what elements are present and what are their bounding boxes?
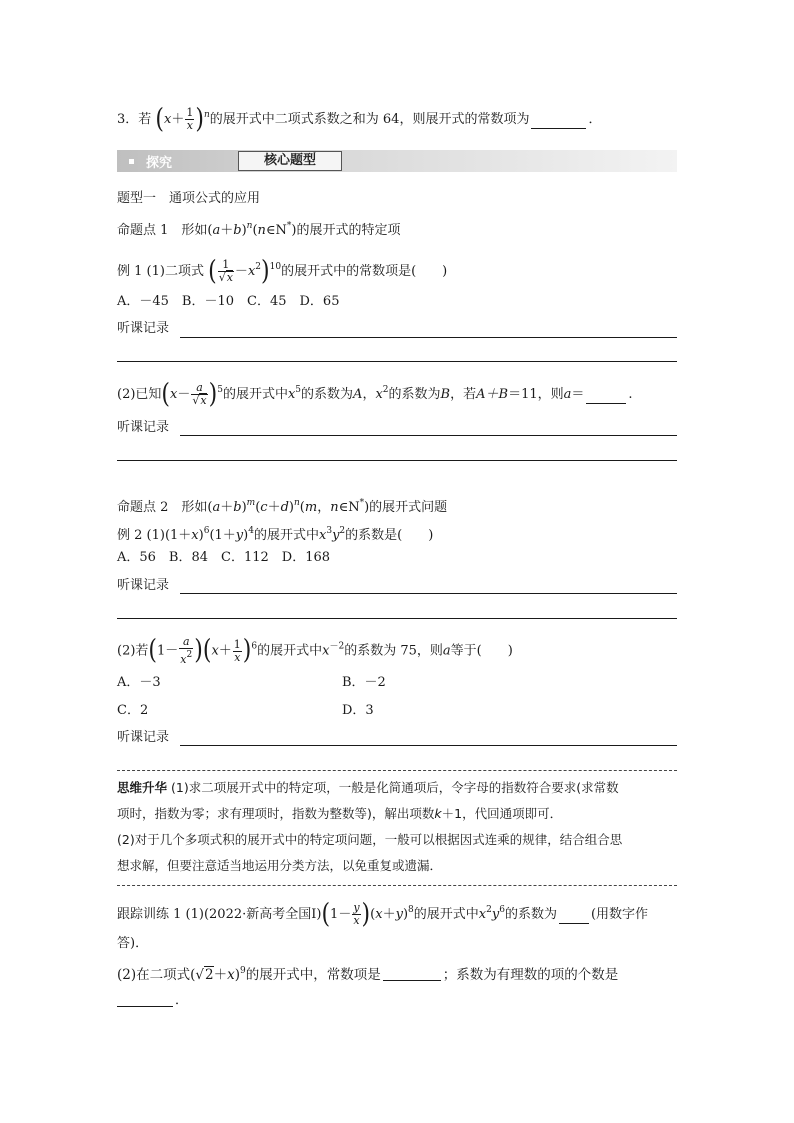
note-line[interactable]	[117, 361, 677, 362]
section-tab-core-types: 核心题型	[238, 151, 342, 171]
summary-bottom-border	[117, 885, 677, 886]
section-band	[117, 150, 677, 172]
note-line[interactable]	[180, 745, 677, 746]
note-line[interactable]	[180, 593, 677, 594]
choice-c: C．2	[117, 703, 149, 718]
answer-blank[interactable]	[117, 1005, 173, 1007]
point-2-title: 命题点 2 形如$(a+b)^m(c+d)^n(m$，n∈N*)的展开式问题	[117, 498, 448, 515]
note-line[interactable]	[180, 435, 677, 436]
problem-3: 3．若 (x＋ $\frac{1}{x}$ )$^n$的展开式中二项式系数之和为 64，则展开式的常数项为 ．	[117, 103, 602, 135]
section-tab-explore: 探究	[129, 153, 172, 169]
example-2-question-1: 例 2 $(1)(1+x)^6(1+y)^4$的展开式中$x^3y^2$的系数是( )	[117, 526, 434, 543]
summary-line: 思维升华 (1)求二项展开式中的特定项，一般是化简通项后，令字母的指数符合要求(求常数	[117, 780, 619, 795]
example-2-choices: A．56 B．84 C．112 D．168	[117, 550, 331, 565]
answer-blank[interactable]	[383, 979, 441, 981]
type-1-title: 题型一 通项公式的应用	[117, 191, 261, 206]
training-1-continuation: 答)．	[117, 936, 149, 951]
note-label: 听课记录	[117, 730, 170, 745]
note-line[interactable]	[117, 460, 677, 461]
training-1-question-1: 跟踪训练 1 (1)(2022·新高考全国Ⅰ)(1－ $\frac{y}{x}$ )$(x+y)^8$的展开式中$x^2y^6$的系数为 (用数字作	[117, 898, 649, 930]
choice-b: B．－2	[342, 675, 386, 690]
training-1-question-2-continuation: ．	[117, 992, 188, 1010]
summary-heading: 思维升华	[117, 780, 168, 795]
example-1-question-1: 例 1 (1)二项式 ( $\frac{1}{√x}$ $-x^2)^{10}$的展开式中的常数项是( )	[117, 255, 448, 287]
problem-3-number: 3．若	[117, 112, 152, 127]
square-bullet-icon	[129, 159, 134, 164]
answer-blank[interactable]	[586, 402, 626, 404]
note-label: 听课记录	[117, 420, 170, 435]
answer-blank[interactable]	[531, 127, 586, 129]
summary-line: 想求解，但要注意适当地运用分类方法，以免重复或遗漏．	[117, 858, 443, 873]
summary-line: (2)对于几个多项式积的展开式中的特定项问题，一般可以根据因式连乘的规律，结合组合思	[117, 832, 623, 847]
note-label: 听课记录	[117, 578, 170, 593]
summary-top-border	[117, 770, 677, 771]
note-line[interactable]	[117, 618, 677, 619]
choice-a: A．－3	[117, 675, 161, 690]
example-2-question-2: (2)若(1－ $\frac{a}{x^2}$ )(x＋ $\frac{1}{x}$ )$^6$的展开式中$x^{-2}$的系数为 75，则a等于( )	[117, 634, 513, 666]
example-1-question-2: (2)已知(x－ $\frac{a}{√x}$ )$^5$的展开式中$x^5$的系数为A，$x^2$的系数为B，若A＋B＝11，则a＝ .	[117, 378, 633, 410]
choice-d: D．3	[342, 703, 374, 718]
summary-box	[117, 775, 679, 879]
note-label: 听课记录	[117, 321, 170, 336]
training-1-question-2: (2)在二项式$(√2+x)^9$的展开式中，常数项是 ；系数为有理数的项的个数是	[117, 966, 619, 983]
note-line[interactable]	[180, 337, 677, 338]
fraction: $\frac{1}{x}$	[186, 106, 194, 132]
point-1-title: 命题点 1 形如$(a+b)^n(n\in N^*)$的展开式的特定项	[117, 221, 401, 238]
example-1-choices: A．－45 B．－10 C．45 D．65	[117, 294, 340, 309]
summary-line: 项时，指数为零；求有理项时，指数为整数等)，解出项数k＋1，代回通项即可．	[117, 806, 563, 821]
answer-blank[interactable]	[559, 922, 589, 924]
